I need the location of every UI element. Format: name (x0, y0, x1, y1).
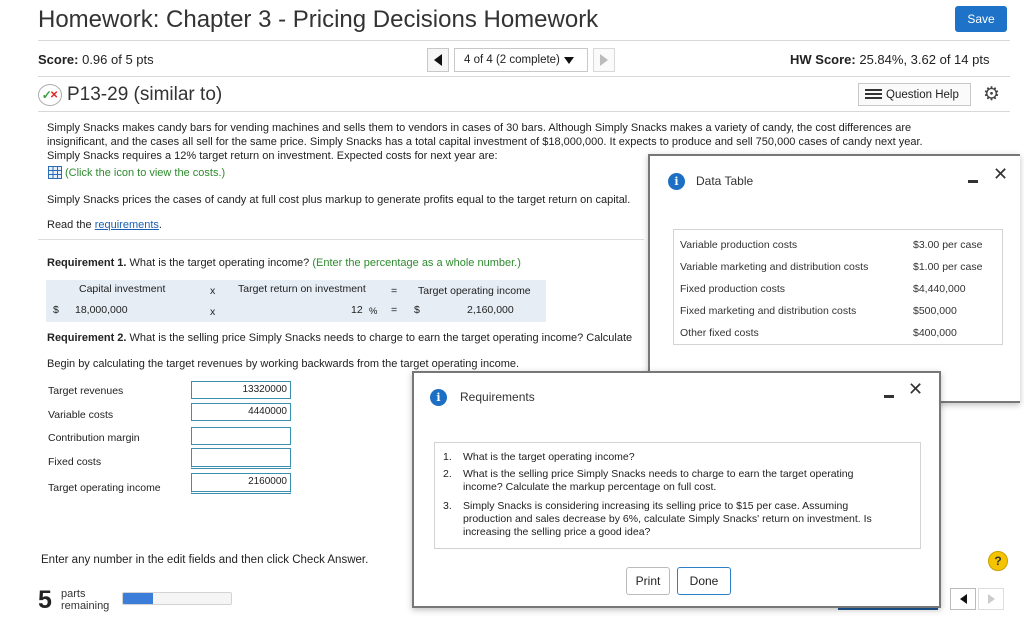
requirement-2-prompt (47, 332, 632, 344)
requirement-num: 2. (443, 468, 452, 480)
question-select-value: 4 of 4 (2 complete) (464, 54, 560, 66)
read-the-label: Read the (47, 219, 92, 231)
gear-icon[interactable]: ⚙ (983, 84, 1001, 105)
req2-question: What is the selling price Simply Snacks needs to charge to earn the target operating income? Calculate (126, 332, 633, 344)
target-oi-value[interactable]: 2,160,000 (467, 304, 514, 316)
page-prev-button[interactable] (950, 588, 976, 610)
print-button[interactable]: Print (626, 567, 670, 595)
cost-row-value: $400,000 (913, 327, 957, 339)
req2-label: Requirement 2. (47, 332, 127, 344)
requirement-num: 3. (443, 500, 452, 512)
next-question-button[interactable] (593, 48, 615, 72)
x-check-icon: ✓ ✕ (38, 84, 62, 106)
minimize-icon[interactable] (884, 395, 894, 398)
section-divider (38, 239, 644, 240)
multiply-sign-2: x (210, 306, 216, 318)
page-next-button[interactable] (978, 588, 1004, 610)
arrow-right-icon (600, 54, 608, 66)
cost-row-value: $3.00 per case (913, 239, 983, 251)
minimize-icon[interactable] (968, 180, 978, 183)
target-oi-header: Target operating income (418, 285, 531, 297)
requirements-dialog (412, 371, 941, 608)
cost-row-label: Variable marketing and distribution costs (680, 261, 869, 273)
dollar-sign: $ (53, 304, 59, 316)
percent-sign: % (369, 306, 378, 317)
arrow-left-icon (434, 54, 442, 66)
hw-score-label: HW Score: (790, 52, 856, 67)
enter-instructions: Enter any number in the edit fields and then click Check Answer. (41, 554, 369, 566)
parts-progress-bar (122, 592, 232, 605)
cost-row-label: Variable production costs (680, 239, 798, 251)
target-revenues-label: Target revenues (48, 385, 124, 397)
close-icon[interactable]: ✕ (908, 379, 924, 399)
close-icon[interactable]: ✕ (993, 164, 1009, 184)
score-value: 0.96 of 5 pts (82, 52, 154, 67)
question-help-button[interactable] (858, 83, 971, 106)
requirement-text: Simply Snacks is considering increasing its selling price to $15 per case. Assuming (463, 500, 849, 512)
equals-sign-2: = (391, 304, 398, 316)
info-icon: i (668, 173, 685, 190)
parts-remaining-label (61, 588, 109, 612)
progress-fill (123, 593, 153, 604)
equals-sign: = (391, 285, 398, 297)
problem-text-line-2: insignificant, and the cases all sell for the same price. Simply Snacks has a total capital investment of $18,000,000. It expects to produce and sell 750,000 cases of candy next year. (47, 136, 923, 148)
target-oi-input[interactable]: 2160000 (191, 473, 291, 494)
chevron-down-icon (564, 57, 574, 64)
target-return-header: Target return on investment (238, 283, 366, 295)
requirement-text: increasing the selling price a good idea? (463, 526, 651, 538)
fixed-costs-input[interactable] (191, 448, 291, 469)
score (38, 52, 154, 67)
question-select[interactable] (454, 48, 588, 72)
requirement-1-prompt (47, 257, 521, 269)
read-requirements-text (47, 219, 162, 231)
capital-investment-header: Capital investment (79, 283, 166, 295)
requirement-text: What is the target operating income? (463, 451, 635, 463)
menu-lines-icon (865, 89, 882, 101)
previous-question-button[interactable] (427, 48, 449, 72)
score-divider (38, 76, 1010, 77)
save-button[interactable]: Save (955, 6, 1007, 32)
variable-costs-label: Variable costs (48, 409, 114, 421)
header-divider (38, 40, 1010, 41)
data-table-title: Data Table (696, 174, 754, 188)
problem-text-line-3: Simply Snacks requires a 12% target return on investment. Expected costs for next year are: (47, 150, 498, 162)
problem-text-line-1: Simply Snacks makes candy bars for vending machines and sells them to vendors in cases of 30 bars. Although Simply Snacks makes a variety of candy, the cost differences are (47, 122, 912, 134)
cost-row-value: $500,000 (913, 305, 957, 317)
requirement-text: production and sales decrease by 6%, calculate Simply Snacks' return on investment. Is (463, 513, 872, 525)
requirement-text: income? Calculate the markup percentage on full cost. (463, 481, 717, 493)
requirements-title: Requirements (460, 390, 535, 404)
requirements-link[interactable]: requirements (94, 219, 159, 231)
multiply-sign: x (210, 285, 216, 297)
pricing-text: Simply Snacks prices the cases of candy at full cost plus markup to generate profits equal to the target return on capital. (47, 194, 631, 206)
done-button[interactable]: Done (677, 567, 731, 595)
cost-row-label: Other fixed costs (680, 327, 759, 339)
arrow-right-icon (988, 594, 995, 604)
parts-remaining-count: 5 (38, 586, 52, 614)
page-title: Homework: Chapter 3 - Pricing Decisions Homework (38, 6, 599, 33)
requirement-text: What is the selling price Simply Snacks needs to charge to earn the target operating (463, 468, 854, 480)
cost-table (673, 229, 1003, 345)
req1-label: Requirement 1. (47, 257, 127, 269)
variable-costs-input[interactable]: 4440000 (191, 403, 291, 421)
cost-row-label: Fixed marketing and distribution costs (680, 305, 857, 317)
question-help-label: Question Help (886, 88, 959, 101)
cost-row-value: $4,440,000 (913, 283, 966, 295)
capital-investment-value[interactable]: 18,000,000 (75, 304, 128, 316)
read-period: . (158, 219, 162, 231)
score-label: Score: (38, 52, 79, 67)
cost-row-label: Fixed production costs (680, 283, 786, 295)
req1-hint: (Enter the percentage as a whole number.) (312, 257, 521, 269)
problem-title: P13-29 (similar to) (67, 84, 223, 105)
data-table-dialog (648, 154, 1020, 403)
hw-score (790, 52, 989, 67)
hw-score-value: 25.84%, 3.62 of 14 pts (859, 52, 990, 67)
info-icon: i (430, 389, 447, 406)
cost-row-value: $1.00 per case (913, 261, 983, 273)
target-return-value[interactable]: 12 (351, 304, 363, 316)
target-revenues-input[interactable]: 13320000 (191, 381, 291, 399)
table-icon[interactable] (48, 166, 62, 179)
requirements-list (434, 442, 921, 549)
fixed-costs-label: Fixed costs (48, 456, 102, 468)
parts-label: parts (61, 588, 86, 600)
arrow-left-icon (960, 594, 967, 604)
remaining-label: remaining (61, 600, 110, 612)
contribution-margin-input[interactable] (191, 427, 291, 445)
requirement-num: 1. (443, 451, 452, 463)
help-icon[interactable]: ? (988, 551, 1008, 571)
req1-question: What is the target operating income? (126, 257, 310, 269)
problem-divider (38, 111, 1010, 112)
click-icon-hint[interactable]: (Click the icon to view the costs.) (65, 167, 226, 179)
target-oi-label: Target operating income (48, 482, 161, 494)
dollar-sign-2: $ (414, 304, 420, 316)
contribution-margin-label: Contribution margin (48, 432, 140, 444)
begin-calculating-text: Begin by calculating the target revenues by working backwards from the target operating income. (47, 358, 520, 370)
